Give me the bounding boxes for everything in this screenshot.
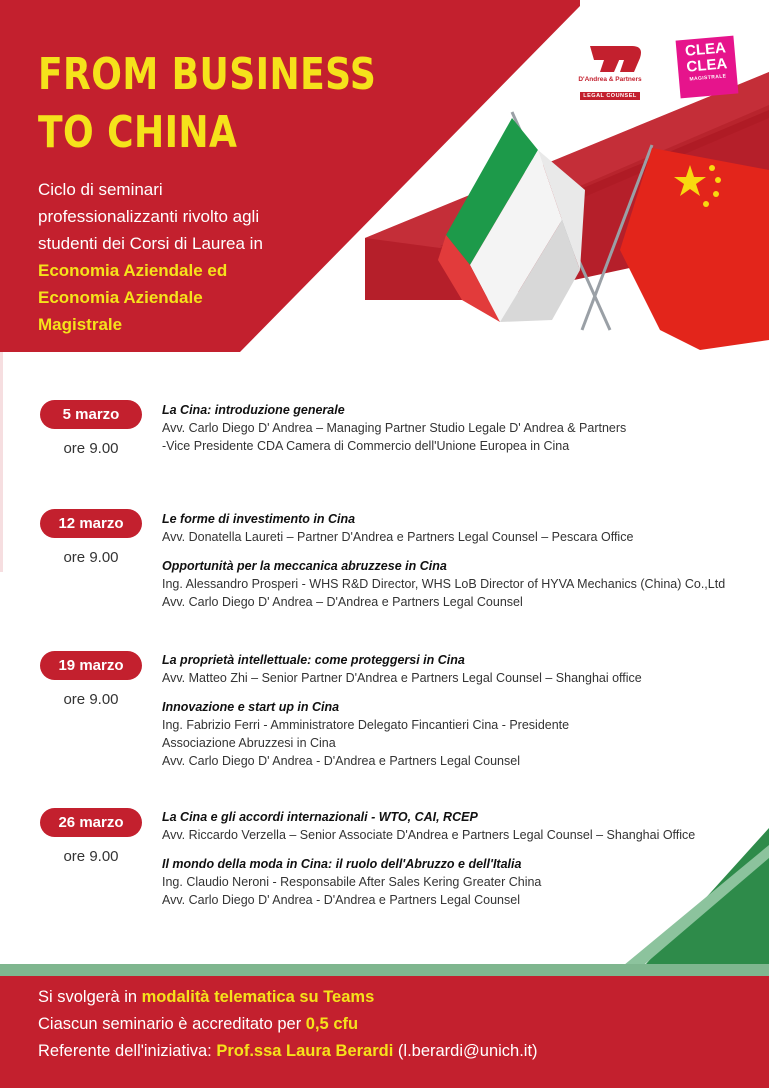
seminar-item-title: La Cina: introduzione generale — [162, 403, 345, 417]
intro-text — [38, 176, 328, 338]
footer-line-2-highlight: 0,5 cfu — [305, 1015, 359, 1033]
seminar-item — [162, 511, 762, 546]
seminar-items — [162, 402, 762, 467]
intro-highlight-3: Magistrale — [38, 315, 123, 334]
seminar-item — [162, 809, 762, 844]
seminar-item-title: Il mondo della moda in Cina: il ruolo dell'Abruzzo e dell'Italia — [162, 857, 522, 871]
date-badge: 12 marzo — [40, 509, 142, 538]
seminar-items — [162, 511, 762, 623]
seminar-time: ore 9.00 — [63, 691, 119, 708]
seminar-item — [162, 699, 762, 770]
footer-line-1-text: Si svolgerà in — [38, 988, 142, 1006]
footer-line-3 — [38, 1038, 758, 1065]
footer-line-3-highlight: Prof.ssa Laura Berardi — [216, 1042, 394, 1060]
date-badge: 26 marzo — [40, 808, 142, 837]
dandrea-logo-sub: LEGAL COUNSEL — [580, 92, 639, 100]
seminar-item-line: Avv. Carlo Diego D' Andrea – D'Andrea e Partners Legal Counsel — [162, 595, 523, 609]
seminar-item-line: -Vice Presidente CDA Camera di Commercio dell'Unione Europea in Cina — [162, 439, 570, 453]
seminar-time: ore 9.00 — [63, 440, 119, 457]
seminar-item-title: Innovazione e start up in Cina — [162, 700, 340, 714]
footer-contact-email[interactable]: (l.berardi@unich.it) — [393, 1042, 538, 1060]
page-title — [38, 46, 376, 162]
seminar-item — [162, 652, 762, 687]
seminar-item-line: Avv. Donatella Laureti – Partner D'Andrea e Partners Legal Counsel – Pescara Office — [162, 530, 634, 544]
title-line-1: FROM BUSINESS — [38, 49, 377, 100]
green-strip — [0, 964, 769, 976]
intro-line-1: Ciclo di seminari — [38, 180, 163, 199]
seminar-time: ore 9.00 — [63, 549, 119, 566]
footer-line-1 — [38, 984, 758, 1011]
footer-line-1-highlight: modalità telematica su Teams — [141, 988, 375, 1006]
seminar-item-title: Le forme di investimento in Cina — [162, 512, 356, 526]
clea-logo-line-1: CLEA — [684, 39, 727, 60]
date-badge: 19 marzo — [40, 651, 142, 680]
intro-highlight-2: Economia Aziendale — [38, 288, 203, 307]
dandrea-logo-name: D'Andrea & Partners — [578, 76, 642, 83]
clea-logo-line-3: MAGISTRALE — [689, 73, 727, 83]
seminar-item-title: Opportunità per la meccanica abruzzese in Cina — [162, 559, 447, 573]
clea-logo — [676, 36, 739, 99]
seminar-item-title: La Cina e gli accordi internazionali - WTO, CAI, RCEP — [162, 810, 478, 824]
seminar-item-title: La proprietà intellettuale: come proteggersi in Cina — [162, 653, 465, 667]
seminar-time: ore 9.00 — [63, 848, 119, 865]
title-line-2: TO CHINA — [38, 107, 238, 158]
seminar-item-line: Avv. Matteo Zhi – Senior Partner D'Andrea e Partners Legal Counsel – Shanghai office — [162, 671, 642, 685]
intro-line-3: studenti dei Corsi di Laurea in — [38, 234, 263, 253]
seminar-item-line: Avv. Carlo Diego D' Andrea – Managing Partner Studio Legale D' Andrea & Partners — [162, 421, 627, 435]
seminar-item — [162, 558, 762, 611]
footer-line-3-text: Referente dell'iniziativa: — [38, 1042, 217, 1060]
seminar-item-line: Ing. Claudio Neroni - Responsabile After Sales Kering Greater China — [162, 875, 542, 889]
date-badge: 5 marzo — [40, 400, 142, 429]
footer-line-2 — [38, 1011, 758, 1038]
footer-line-2-text: Ciascun seminario è accreditato per — [38, 1015, 306, 1033]
seminar-items — [162, 652, 762, 782]
seminar-item-line: Ing. Fabrizio Ferri - Amministratore Delegato Fincantieri Cina - Presidente — [162, 718, 570, 732]
dandrea-partners-logo — [574, 40, 646, 99]
clea-logo-line-2: CLEA — [685, 55, 728, 76]
seminar-item — [162, 856, 762, 909]
seminar-items — [162, 809, 762, 921]
intro-highlight-1: Economia Aziendale ed — [38, 261, 228, 280]
seminar-item — [162, 402, 762, 455]
seminar-item-line: Avv. Carlo Diego D' Andrea - D'Andrea e Partners Legal Counsel — [162, 754, 520, 768]
seminar-item-line: Ing. Alessandro Prosperi - WHS R&D Director, WHS LoB Director of HYVA Mechanics (China) Co.,Ltd — [162, 577, 726, 591]
seminar-item-line: Associazione Abruzzesi in Cina — [162, 736, 336, 750]
seminar-item-line: Avv. Riccardo Verzella – Senior Associate D'Andrea e Partners Legal Counsel – Shanghai Office — [162, 828, 696, 842]
intro-line-2: professionalizzanti rivolto agli — [38, 207, 260, 226]
seminar-item-line: Avv. Carlo Diego D' Andrea - D'Andrea e Partners Legal Counsel — [162, 893, 520, 907]
